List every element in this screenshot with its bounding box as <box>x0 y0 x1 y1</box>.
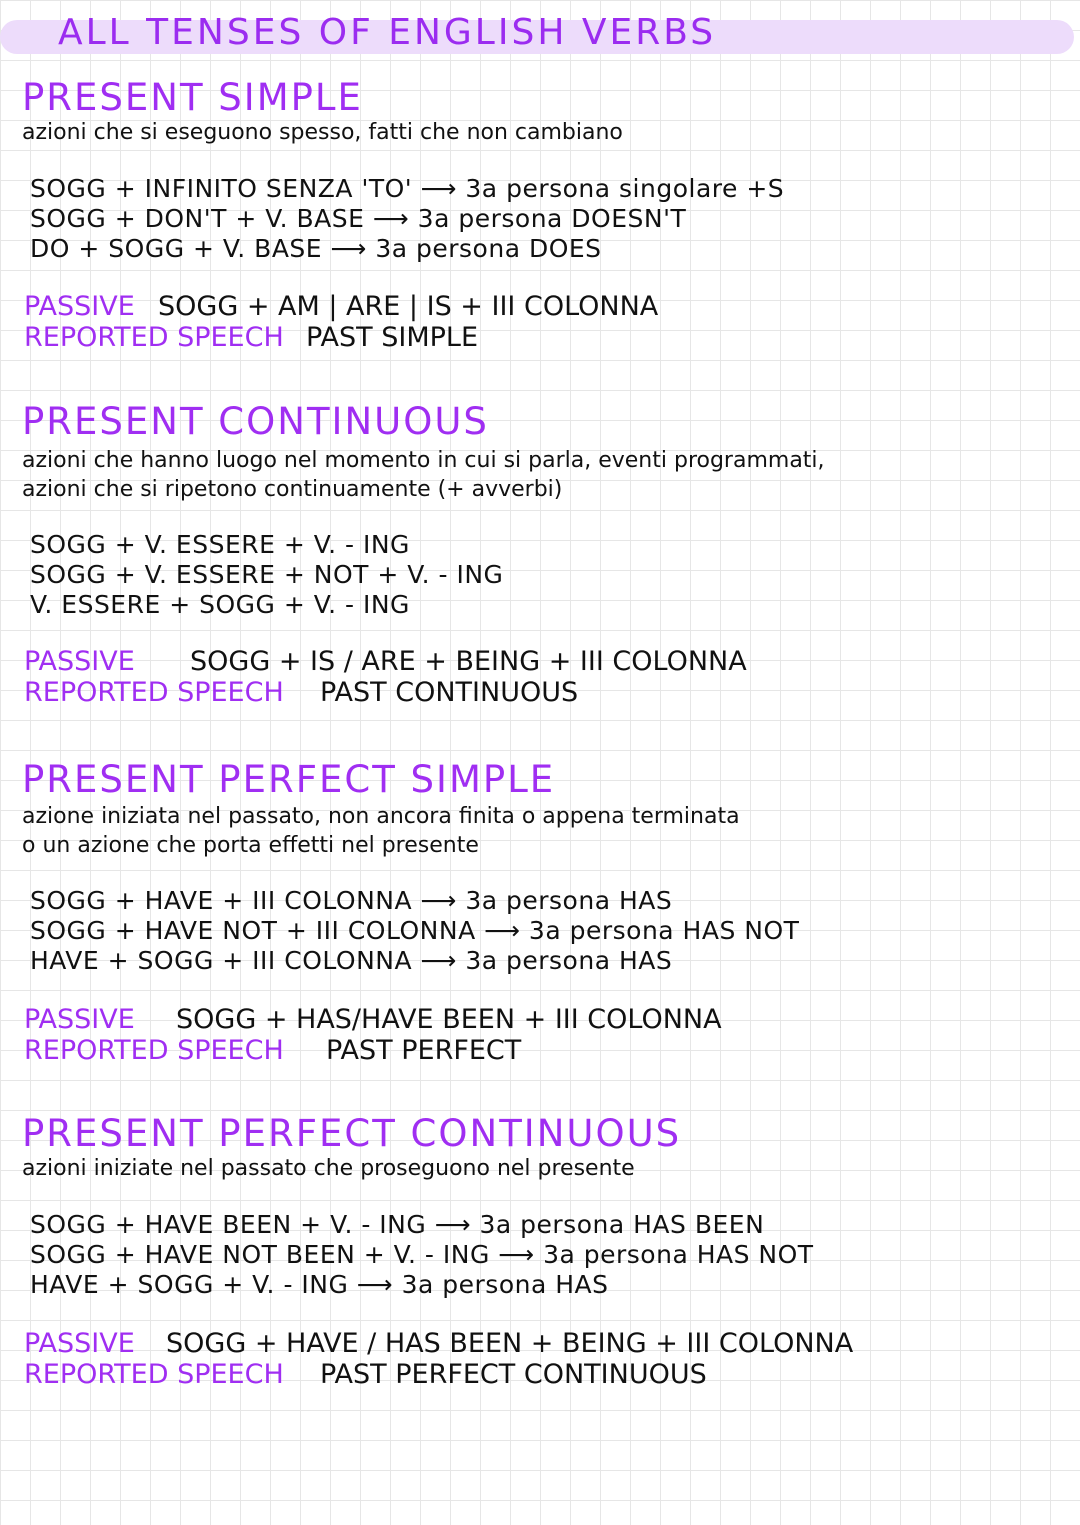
passive-label: PASSIVE <box>24 291 135 322</box>
section-heading: PRESENT PERFECT SIMPLE <box>22 758 556 801</box>
rule-list <box>30 886 799 976</box>
rule-line: SOGG + HAVE NOT BEEN + V. - ING ⟶ 3a persona HAS NOT <box>30 1240 814 1269</box>
reported-speech-value: PAST SIMPLE <box>306 322 479 353</box>
passive-formula: SOGG + AM | ARE | IS + III COLONNA <box>158 291 659 322</box>
description-line: azioni che si ripetono continuamente (+ avverbi) <box>22 477 563 502</box>
rule-list <box>30 1210 814 1300</box>
rule-line: HAVE + SOGG + V. - ING ⟶ 3a persona HAS <box>30 1270 609 1299</box>
description-line: azioni iniziate nel passato che proseguono nel presente <box>22 1156 635 1181</box>
rule-line: SOGG + HAVE BEEN + V. - ING ⟶ 3a persona HAS BEEN <box>30 1210 765 1239</box>
reported-speech-value: PAST PERFECT CONTINUOUS <box>320 1359 707 1390</box>
section-description <box>22 446 825 504</box>
reported-speech-value: PAST CONTINUOUS <box>320 677 579 708</box>
section-description <box>22 802 740 860</box>
passive-reported <box>24 646 747 708</box>
description-line: azioni che hanno luogo nel momento in cui si parla, eventi programmati, <box>22 448 825 473</box>
rule-line: V. ESSERE + SOGG + V. - ING <box>30 590 410 619</box>
rule-line: SOGG + V. ESSERE + V. - ING <box>30 530 410 559</box>
passive-reported <box>24 1004 722 1066</box>
section-heading: PRESENT SIMPLE <box>22 76 363 119</box>
rule-list <box>30 530 503 620</box>
description-line: azione iniziata nel passato, non ancora finita o appena terminata <box>22 804 740 829</box>
passive-reported <box>24 1328 854 1390</box>
passive-formula: SOGG + HAVE / HAS BEEN + BEING + III COLONNA <box>166 1328 854 1359</box>
section-heading: PRESENT CONTINUOUS <box>22 400 489 443</box>
page-title: ALL TENSES OF ENGLISH VERBS <box>58 12 717 53</box>
section-description <box>22 1154 635 1183</box>
section-description <box>22 118 623 147</box>
passive-label: PASSIVE <box>24 646 135 677</box>
reported-speech-label: REPORTED SPEECH <box>24 1359 284 1390</box>
description-line: o un azione che porta effetti nel presente <box>22 833 479 858</box>
rule-line: HAVE + SOGG + III COLONNA ⟶ 3a persona HAS <box>30 946 673 975</box>
section-heading: PRESENT PERFECT CONTINUOUS <box>22 1112 682 1155</box>
rule-line: DO + SOGG + V. BASE ⟶ 3a persona DOES <box>30 234 602 263</box>
passive-formula: SOGG + IS / ARE + BEING + III COLONNA <box>190 646 747 677</box>
passive-formula: SOGG + HAS/HAVE BEEN + III COLONNA <box>176 1004 722 1035</box>
rule-list <box>30 174 784 264</box>
reported-speech-label: REPORTED SPEECH <box>24 1035 284 1066</box>
passive-label: PASSIVE <box>24 1004 135 1035</box>
rule-line: SOGG + V. ESSERE + NOT + V. - ING <box>30 560 504 589</box>
reported-speech-label: REPORTED SPEECH <box>24 322 284 353</box>
passive-reported <box>24 291 659 353</box>
rule-line: SOGG + DON'T + V. BASE ⟶ 3a persona DOESN'T <box>30 204 687 233</box>
passive-label: PASSIVE <box>24 1328 135 1359</box>
reported-speech-value: PAST PERFECT <box>326 1035 522 1066</box>
rule-line: SOGG + HAVE + III COLONNA ⟶ 3a persona HAS <box>30 886 673 915</box>
rule-line: SOGG + INFINITO SENZA 'TO' ⟶ 3a persona singolare +S <box>30 174 785 203</box>
reported-speech-label: REPORTED SPEECH <box>24 677 284 708</box>
rule-line: SOGG + HAVE NOT + III COLONNA ⟶ 3a persona HAS NOT <box>30 916 800 945</box>
description-line: azioni che si eseguono spesso, fatti che non cambiano <box>22 120 623 145</box>
